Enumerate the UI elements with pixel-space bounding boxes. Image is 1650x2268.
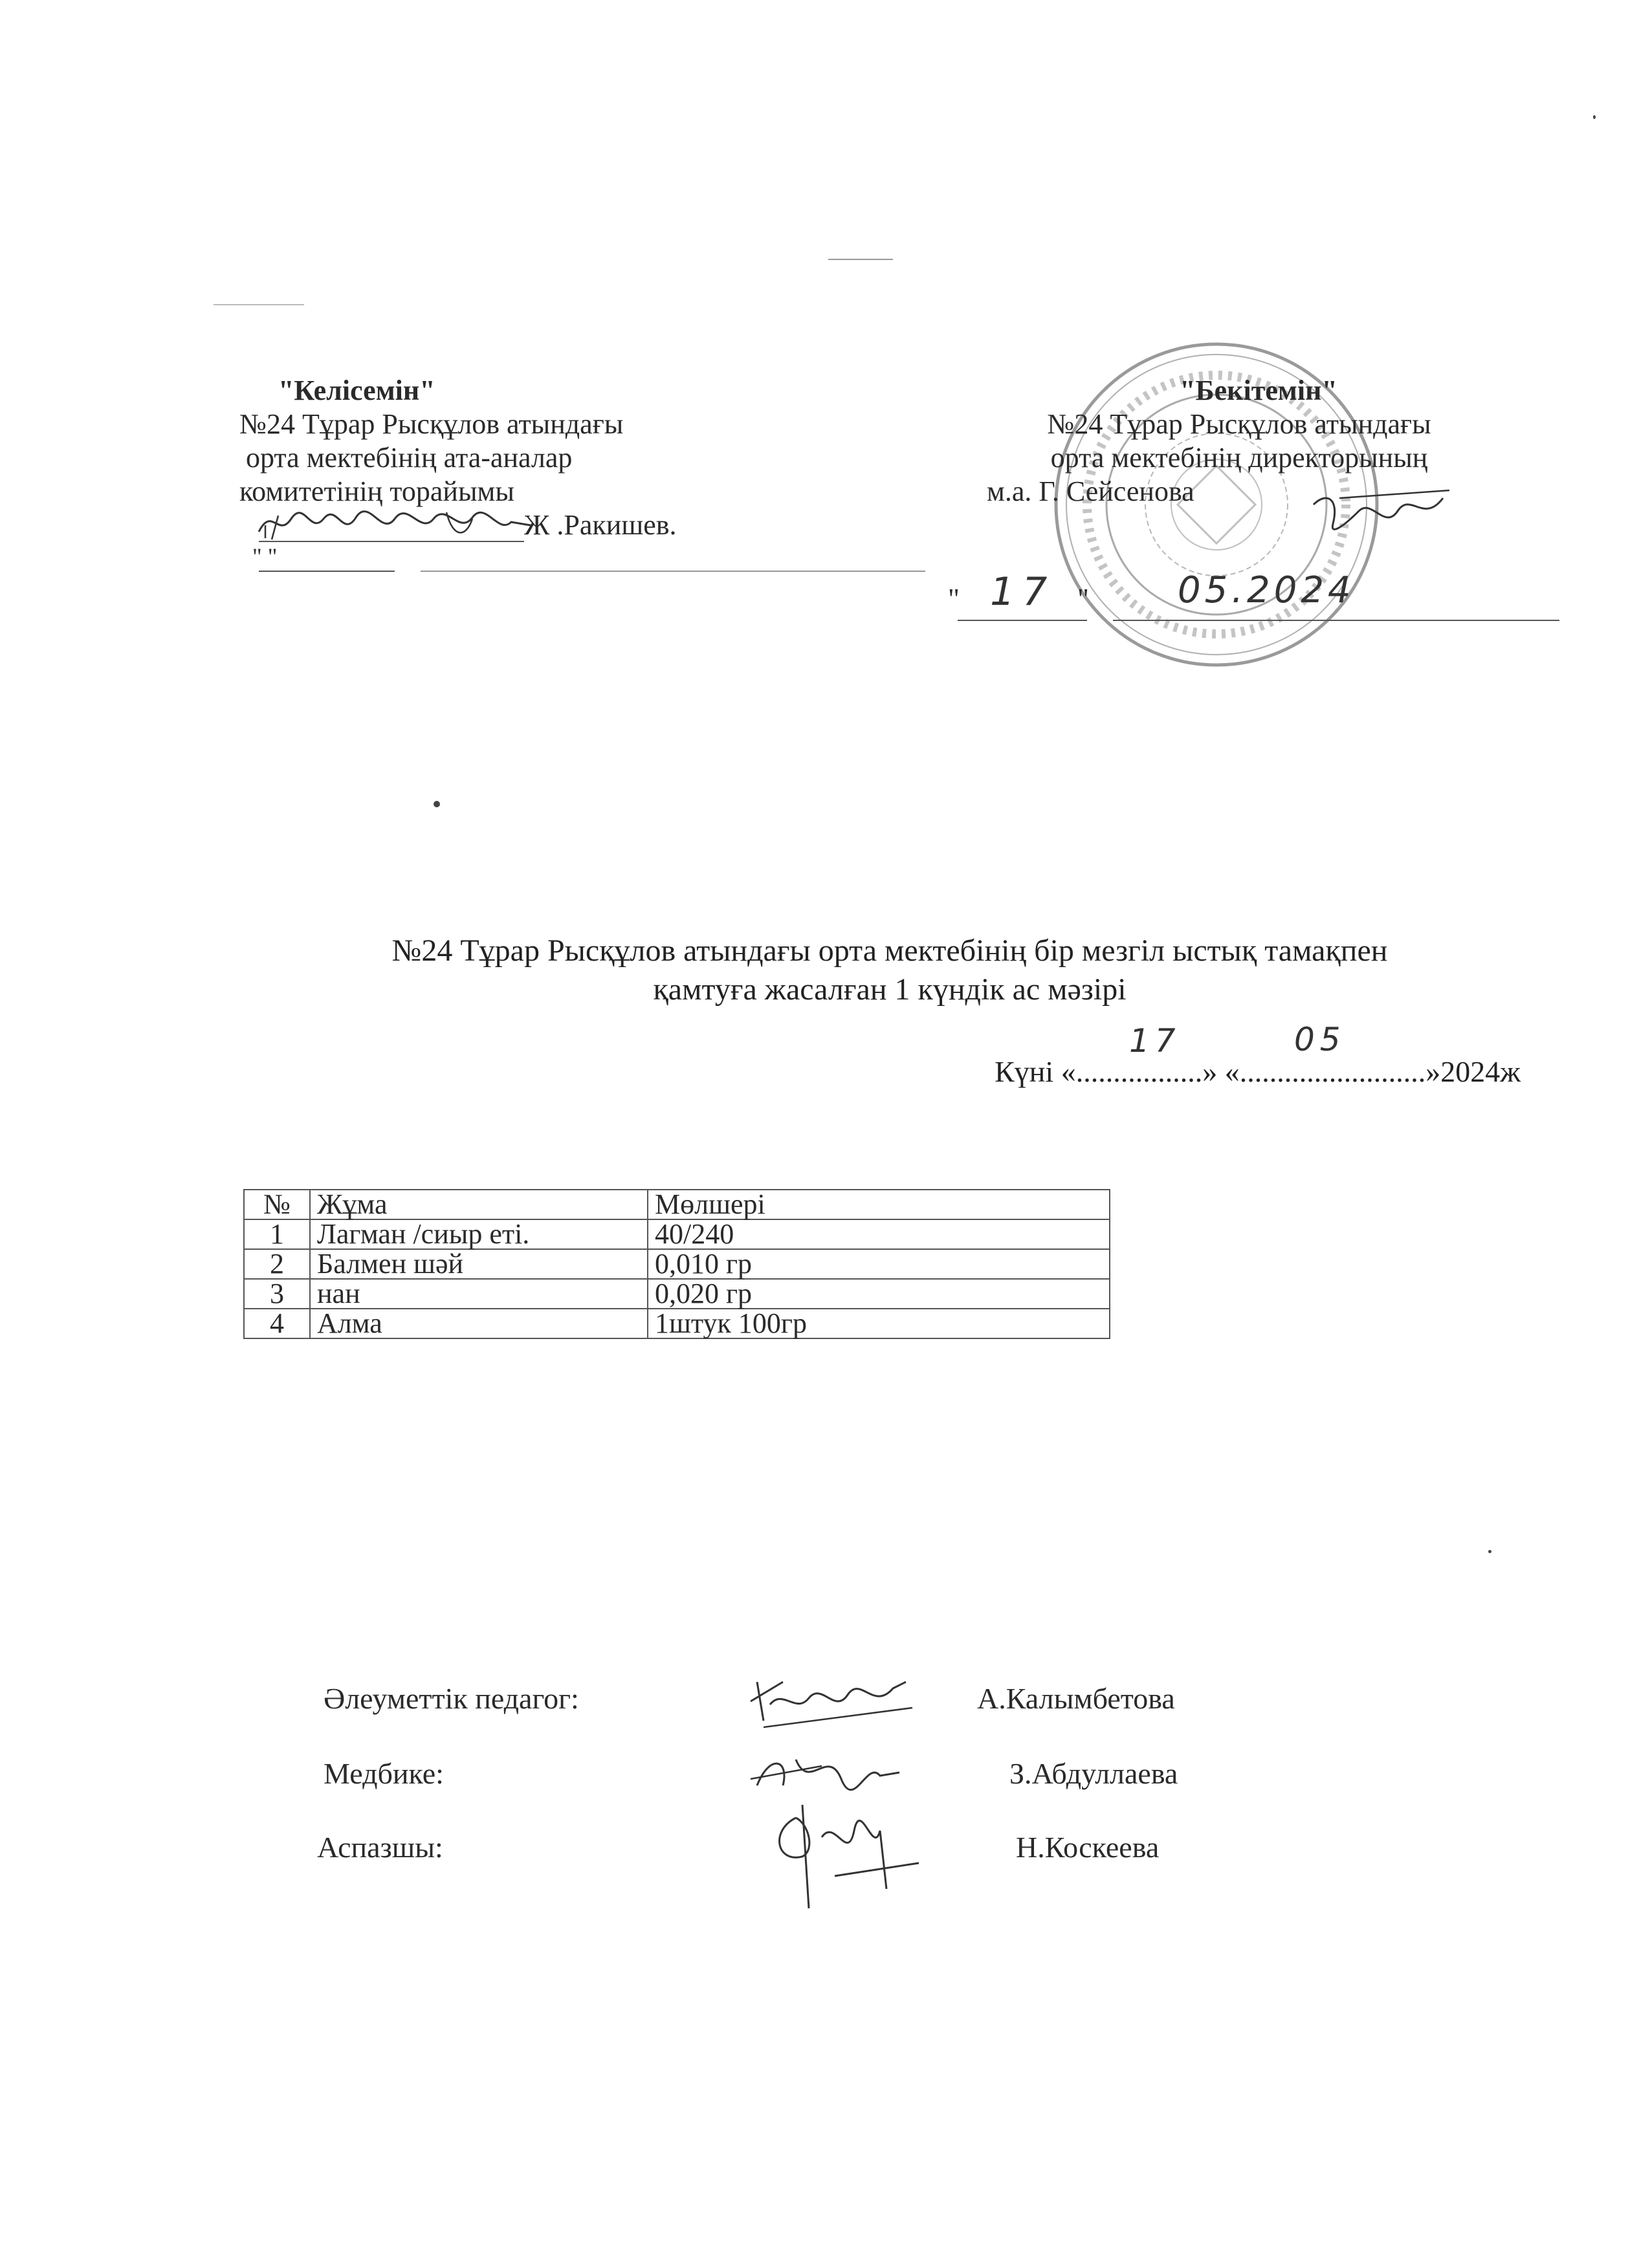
agree-heading: "Келісемін" (278, 375, 435, 406)
menu-table (243, 1189, 1110, 1339)
approve-date-day: 17 (990, 569, 1055, 615)
date-day-handwritten: 17 (1129, 1022, 1181, 1060)
title-line-2: қамтуға жасалған 1 күндік ас мәзірі (653, 972, 1127, 1007)
agree-block (239, 374, 822, 574)
sig-role-nurse: Медбике: (324, 1757, 444, 1790)
date-month-handwritten: 05 (1294, 1021, 1346, 1058)
approve-heading: "Бекітемін" (1180, 375, 1337, 406)
header-dish: Жұма (310, 1190, 648, 1219)
sig-role-cook: Аспазшы: (317, 1831, 443, 1864)
cell-dish: нан (310, 1279, 648, 1309)
agree-signer: Ж .Ракишев. (524, 509, 677, 541)
cell-number: 1 (244, 1219, 310, 1249)
approve-line-2: орта мектебінің директорының (1050, 442, 1428, 474)
cell-amount: 0,020 гр (648, 1279, 1110, 1309)
cell-number: 3 (244, 1279, 310, 1309)
scan-speck (1593, 115, 1596, 119)
table-header-row (244, 1190, 1110, 1219)
scan-speck (1488, 1550, 1491, 1553)
approve-date-open-quote: " (948, 583, 960, 615)
agree-line-2: орта мектебінің ата-аналар (246, 442, 573, 474)
cell-amount: 40/240 (648, 1219, 1110, 1249)
approve-line-1: №24 Тұрар Рысқұлов атындағы (1047, 408, 1431, 440)
cell-amount: 0,010 гр (648, 1249, 1110, 1279)
signature-cook (757, 1792, 925, 1921)
title-line-1: №24 Тұрар Рысқұлов атындағы орта мектебінің бір мезгіл ыстық тамақпен (391, 933, 1388, 968)
header-number: № (244, 1190, 310, 1219)
agree-line-1: №24 Тұрар Рысқұлов атындағы (239, 408, 624, 440)
cell-dish: Лагман /сиыр еті. (310, 1219, 648, 1249)
signature-social-pedagogue (744, 1669, 925, 1740)
cell-amount: 1штук 100гр (648, 1309, 1110, 1338)
approve-line-3: м.а. Г. Сейсенова (987, 475, 1194, 507)
scan-mark (214, 304, 304, 305)
cell-dish: Балмен шәй (310, 1249, 648, 1279)
scan-mark (828, 259, 893, 260)
sig-name-cook: Н.Коскеева (1016, 1831, 1160, 1864)
table-row (244, 1219, 1110, 1249)
cell-number: 4 (244, 1309, 310, 1338)
scan-speck (434, 801, 440, 807)
cell-dish: Алма (310, 1309, 648, 1338)
approve-date-row (945, 569, 1559, 627)
director-signature (1301, 485, 1462, 556)
table-row (244, 1279, 1110, 1309)
date-line-text: Күні «.................» «.........................»2024ж (995, 1055, 1521, 1088)
table-row (244, 1249, 1110, 1279)
approve-date-close-quote: " (1077, 583, 1089, 615)
date-line (841, 1054, 1521, 1089)
approve-date-month-year: 05.2024 (1178, 569, 1355, 611)
cell-number: 2 (244, 1249, 310, 1279)
table-row (244, 1309, 1110, 1338)
sig-name-social-pedagogue: А.Калымбетова (977, 1682, 1175, 1715)
sig-role-social-pedagogue: Әлеуметтік педагог: (324, 1682, 579, 1715)
agree-date-quotes: " " (252, 543, 278, 569)
sig-name-nurse: З.Абдуллаева (1009, 1757, 1178, 1790)
agree-line-3: комитетінің торайымы (239, 475, 514, 507)
document-title (194, 932, 1585, 1009)
header-amount: Мөлшері (648, 1190, 1110, 1219)
